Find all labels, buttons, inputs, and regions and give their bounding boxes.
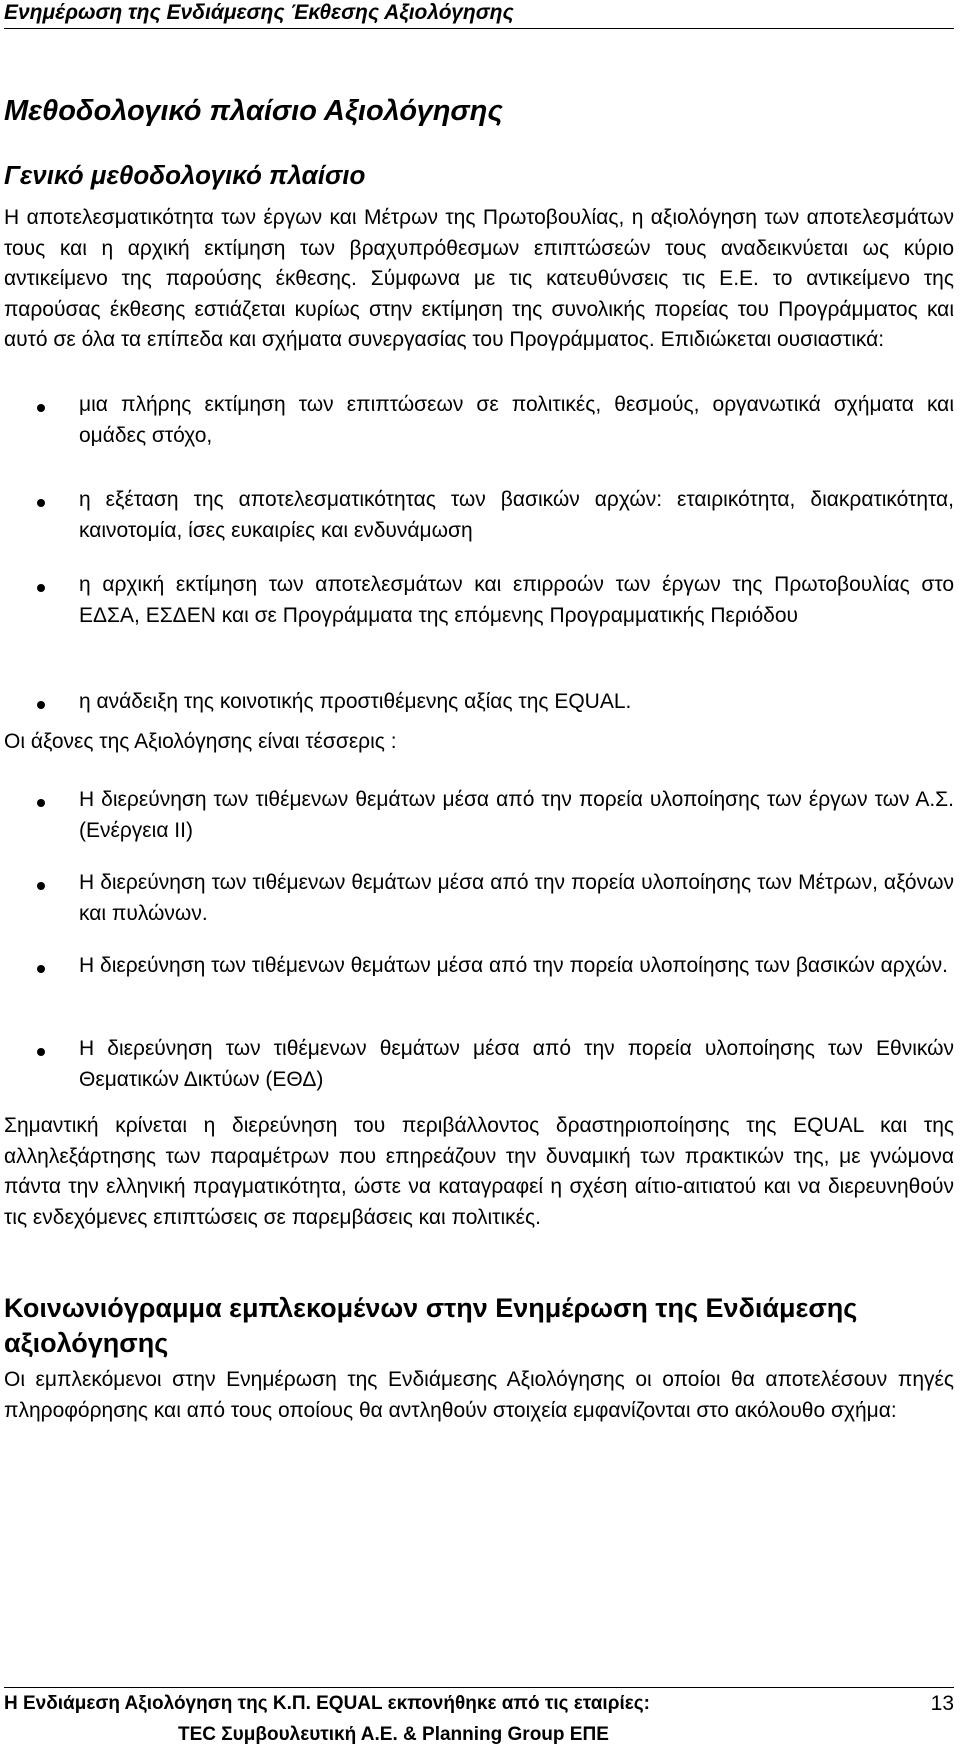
- footer-rule: [4, 1687, 954, 1688]
- bullet-icon: [37, 404, 45, 412]
- page-number: 13: [930, 1692, 954, 1715]
- bullet-icon: [37, 499, 45, 507]
- axis-text: Η διερεύνηση των τιθέμενων θεμάτων μέσα από την πορεία υλοποίησης των Εθνικών Θεματικών Δικτύων (ΕΘΔ): [79, 1037, 954, 1091]
- bullet-icon: [37, 701, 45, 709]
- header-rule: [4, 28, 954, 29]
- intro-paragraph: Η αποτελεσματικότητα των έργων και Μέτρων της Πρωτοβουλίας, η αξιολόγηση των αποτελεσμάτων τους και η αρχική εκτίμηση των βραχυπρόθεσμων επιπτώσεών τους αναδεικνύεται ως κύριο αντικείμενο της παρούσης έκθεσης. Σύμφωνα με τις κατευθύνσεις τις Ε.Ε. το αντικείμενο της παρούσας έκθεσης εστιάζεται κυρίως στην εκτίμηση της συνολικής πορείας του Προγράμματος και αυτό σε όλα τα επίπεδα και σχήματα συνεργασίας του Προγράμματος. Επιδιώκεται ουσιαστικά:: [4, 206, 954, 351]
- objective-text: η αρχική εκτίμηση των αποτελεσμάτων και επιρροών των έργων της Πρωτοβουλίας στο ΕΔΣΑ, ΕΣΔΕΝ και σε Προγράμματα της επόμενης Προγραμματικής Περιόδου: [79, 573, 954, 627]
- bullet-icon: [37, 965, 45, 973]
- bullet-icon: [37, 882, 45, 890]
- running-header: Ενημέρωση της Ενδιάμεσης Έκθεσης Αξιολόγησης: [4, 1, 514, 24]
- important-paragraph: Σημαντική κρίνεται η διερεύνηση του περιβάλλοντος δραστηριοποίησης της EQUAL και της αλληλεξάρτησης των παραμέτρων που επηρεάζουν την δυναμική των πρακτικών της, με γνώμονα πάντα την ελληνική πραγματικότητα, ώστε να καταγραφεί η σχέση αίτιο-αιτιατού και να διερευνηθούν τις ενδεχόμενες επιπτώσεις σε παρεμβάσεις και πολιτικές.: [4, 1114, 954, 1229]
- bullet-icon: [37, 799, 45, 807]
- objective-text: μια πλήρης εκτίμηση των επιπτώσεων σε πολιτικές, θεσμούς, οργανωτικά σχήματα και ομάδες στόχο,: [79, 393, 954, 447]
- subsection-title: Γενικό μεθοδολογικό πλαίσιο: [4, 160, 366, 190]
- axis-text: Η διερεύνηση των τιθέμενων θεμάτων μέσα από την πορεία υλοποίησης των Μέτρων, αξόνων και πυλώνων.: [79, 871, 954, 925]
- axis-text: Η διερεύνηση των τιθέμενων θεμάτων μέσα από την πορεία υλοποίησης των βασικών αρχών.: [79, 954, 948, 977]
- objective-text: η εξέταση της αποτελεσματικότητας των βασικών αρχών: εταιρικότητα, διακρατικότητα, καινοτομία, ίσες ευκαιρίες και ενδυνάμωση: [79, 488, 954, 542]
- sociogram-heading: Κοινωνιόγραμμα εμπλεκομένων στην Ενημέρωση της Ενδιάμεσης αξιολόγησης: [4, 1293, 858, 1358]
- stakeholders-paragraph: Οι εμπλεκόμενοι στην Ενημέρωση της Ενδιάμεσης Αξιολόγησης οι οποίοι θα αποτελέσουν πηγές πληροφόρησης και από τους οποίους θα αντληθούν στοιχεία εμφανίζονται στο ακόλουθο σχήμα:: [4, 1368, 954, 1422]
- axes-intro: Οι άξονες της Αξιολόγησης είναι τέσσερις :: [4, 730, 397, 753]
- footer-credit: Η Ενδιάμεση Αξιολόγηση της Κ.Π. EQUAL εκπονήθηκε από τις εταιρίες:: [4, 1693, 650, 1714]
- bullet-icon: [37, 1048, 45, 1056]
- bullet-icon: [37, 584, 45, 592]
- objective-text: η ανάδειξη της κοινοτικής προστιθέμενης αξίας της EQUAL.: [79, 690, 632, 713]
- section-title: Μεθοδολογικό πλαίσιο Αξιολόγησης: [4, 95, 503, 127]
- axis-text: Η διερεύνηση των τιθέμενων θεμάτων μέσα από την πορεία υλοποίησης των έργων των Α.Σ. (Ενέργεια ΙΙ): [79, 788, 954, 842]
- footer-companies: TEC Συμβουλευτική Α.Ε. & Planning Group ΕΠΕ: [178, 1724, 609, 1745]
